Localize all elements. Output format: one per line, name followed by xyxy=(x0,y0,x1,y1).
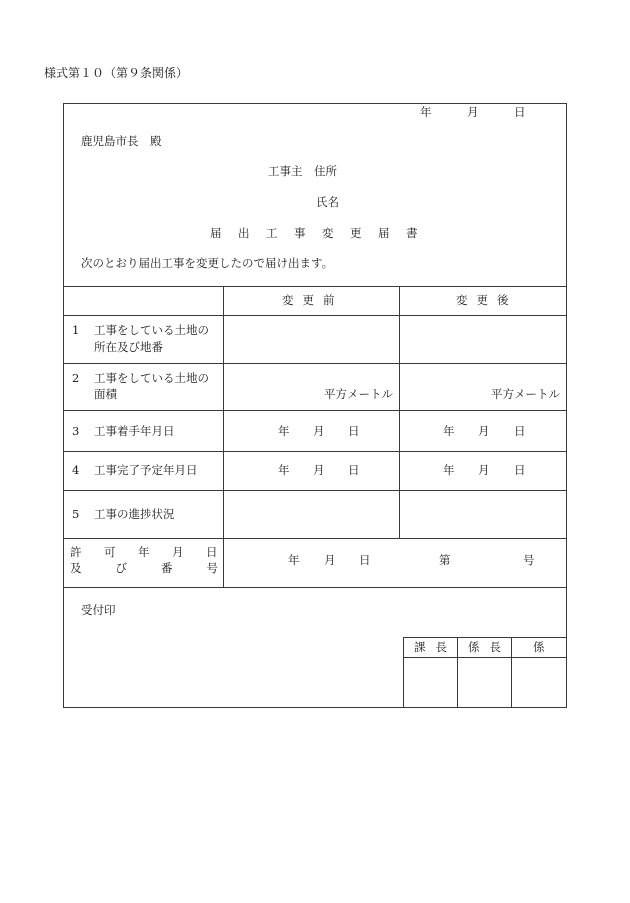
row2-after-unit: 平方メートル xyxy=(491,387,560,401)
row1-label-line1: 工事をしている土地の xyxy=(94,323,209,337)
permit-label-line1-char: 許可年月日 xyxy=(70,545,240,559)
header-date-day: 日 xyxy=(514,105,526,119)
row4-label: 工事完了予定年月日 xyxy=(94,463,198,477)
row2-label-line1: 工事をしている土地の xyxy=(94,371,209,385)
permit-label-line1 xyxy=(70,545,240,559)
row4-before-day: 日 xyxy=(348,463,360,477)
addressee: 鹿児島市長 殿 xyxy=(81,134,162,148)
row4-after-day: 日 xyxy=(514,463,526,477)
permit-number-prefix: 第 xyxy=(439,553,451,567)
reception-label: 受付印 xyxy=(81,603,116,617)
row4-after-month: 月 xyxy=(478,463,490,477)
row3-after-month: 月 xyxy=(478,424,490,438)
row1-number: 1 xyxy=(72,323,80,337)
stamp-kacho-label: 課長 xyxy=(414,640,457,654)
row2-number: 2 xyxy=(72,371,80,385)
col-before-header: 変更前 xyxy=(282,293,344,307)
form-label: 様式第１０（第９条関係） xyxy=(44,66,189,80)
row3-number: 3 xyxy=(72,424,80,438)
permit-year: 年 xyxy=(288,553,300,567)
row4-number: 4 xyxy=(72,463,80,477)
form-title: 届出工事変更届書 xyxy=(210,226,434,240)
form-frame xyxy=(63,103,567,708)
permit-label-line2 xyxy=(70,561,252,575)
header-date-year: 年 xyxy=(420,105,432,119)
intro-text: 次のとおり届出工事を変更したので届け出ます。 xyxy=(81,256,334,270)
row5-number: 5 xyxy=(72,507,80,521)
stamp-kakaricho-label: 係長 xyxy=(468,640,511,654)
row2-label-line2: 面積 xyxy=(94,387,117,401)
applicant-name-label: 氏名 xyxy=(316,195,339,209)
row3-after-year: 年 xyxy=(443,424,455,438)
row5-label: 工事の進捗状況 xyxy=(94,507,175,521)
permit-number-suffix: 号 xyxy=(523,553,535,567)
row3-label: 工事着手年月日 xyxy=(94,424,175,438)
row3-before-year: 年 xyxy=(278,424,290,438)
row3-after-day: 日 xyxy=(514,424,526,438)
permit-day: 日 xyxy=(359,553,371,567)
row1-label-line2: 所在及び地番 xyxy=(94,340,163,354)
row4-before-year: 年 xyxy=(278,463,290,477)
row3-before-month: 月 xyxy=(313,424,325,438)
row4-after-year: 年 xyxy=(443,463,455,477)
header-date-month: 月 xyxy=(467,105,479,119)
row4-before-month: 月 xyxy=(313,463,325,477)
row3-before-day: 日 xyxy=(348,424,360,438)
col-after-header: 変更後 xyxy=(456,293,518,307)
row2-before-unit: 平方メートル xyxy=(324,387,393,401)
permit-label-line2-char: 及び番号 xyxy=(70,561,252,575)
applicant-address-label: 工事主 住所 xyxy=(268,164,337,178)
permit-month: 月 xyxy=(324,553,336,567)
stamp-kakari-label: 係 xyxy=(533,640,545,654)
